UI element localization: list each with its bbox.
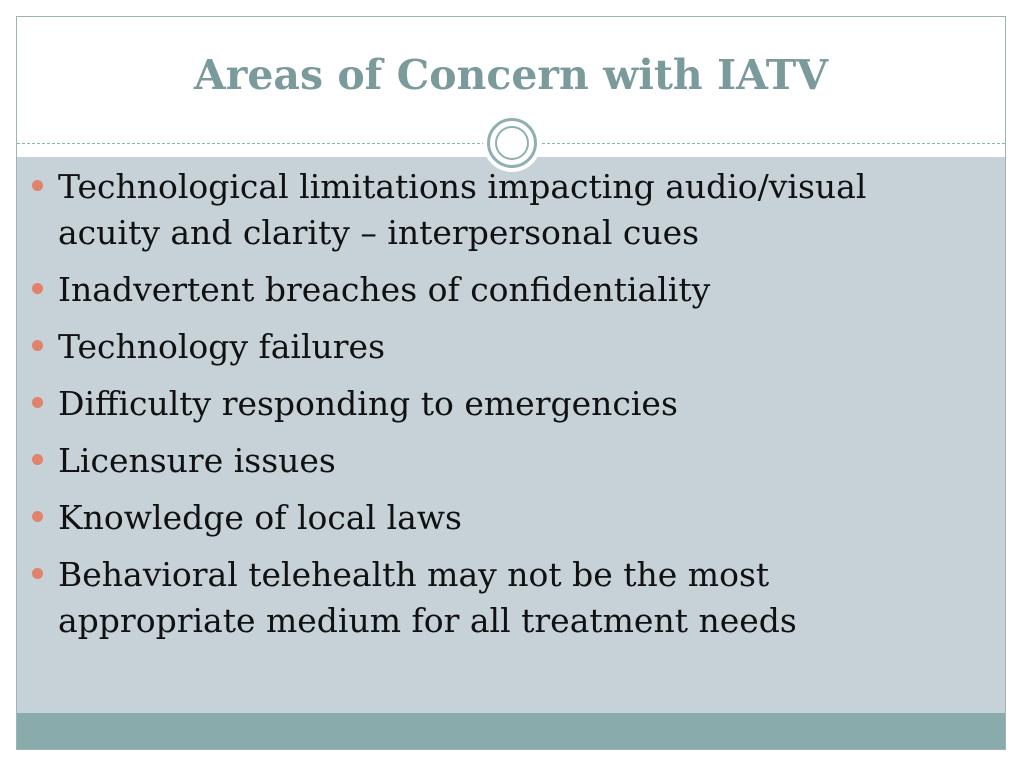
bullet-list: [32, 164, 962, 655]
bullet-text: Knowledge of local laws: [58, 498, 462, 537]
bullet-dot-icon: [32, 568, 43, 579]
ring-inner-circle: [495, 126, 529, 160]
bullet-dot-icon: [32, 454, 43, 465]
footer-bar: [17, 713, 1005, 749]
bullet-dot-icon: [32, 397, 43, 408]
bullet-text: Inadvertent breaches of confidentiality: [58, 270, 711, 309]
bullet-item: [32, 552, 962, 644]
bullet-item: [32, 267, 962, 313]
bullet-item: [32, 495, 962, 541]
bullet-text: Licensure issues: [58, 441, 336, 480]
bullet-dot-icon: [32, 340, 43, 351]
bullet-dot-icon: [32, 180, 43, 191]
slide-title: Areas of Concern with IATV: [193, 51, 829, 99]
bullet-item: [32, 164, 962, 256]
bullet-dot-icon: [32, 511, 43, 522]
bullet-text: Technology failures: [58, 327, 386, 366]
bullet-item: [32, 438, 962, 484]
bullet-item: [32, 381, 962, 427]
bullet-text: Behavioral telehealth may not be the most appropriate medium for all treatment needs: [58, 555, 797, 640]
bullet-item: [32, 324, 962, 370]
bullet-text: Technological limitations impacting audio/visual acuity and clarity – interpersonal cues: [58, 167, 867, 252]
bullet-dot-icon: [32, 283, 43, 294]
ring-outer-circle: [487, 118, 537, 168]
bullet-text: Difficulty responding to emergencies: [58, 384, 678, 423]
